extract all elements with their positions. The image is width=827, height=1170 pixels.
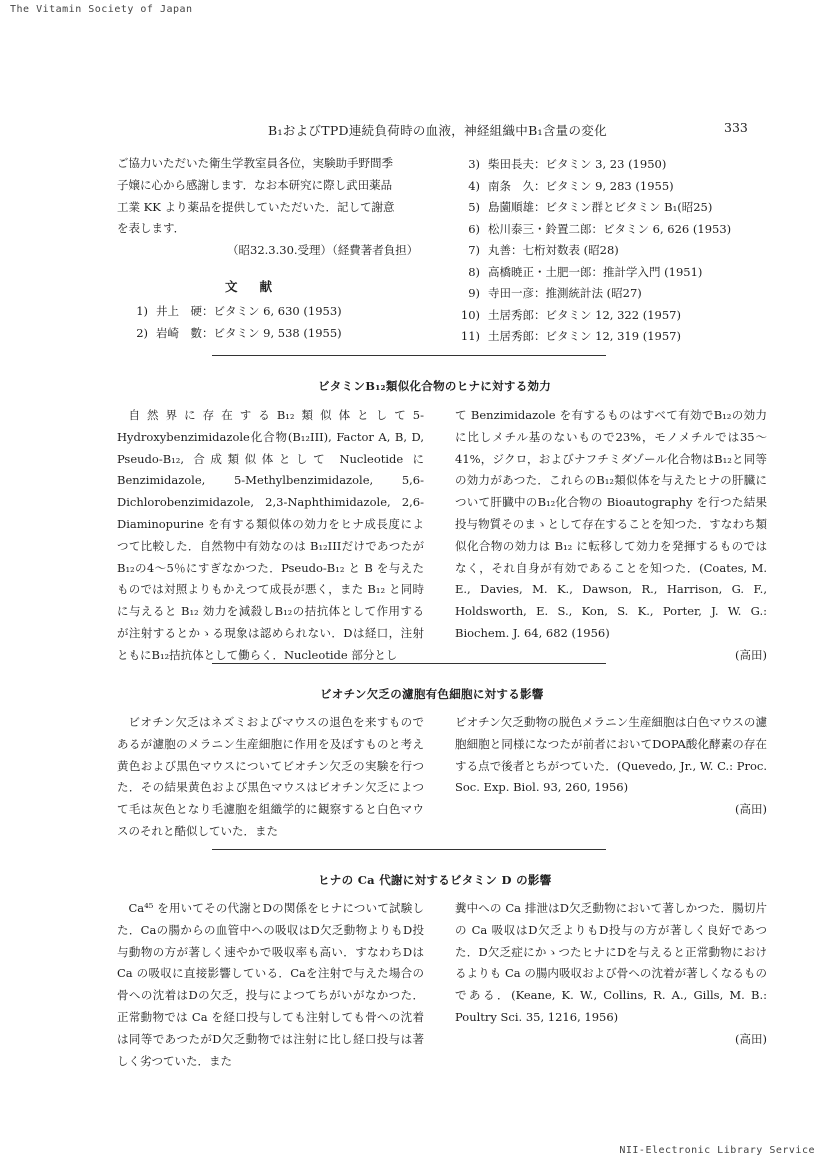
article-left-column [117,712,424,843]
ack-line: 子嬢に心から感謝します．なお本研究に際し武田薬品 [117,177,393,192]
section-title: ビオチン欠乏の濾胞有色細胞に対する影響 [320,687,544,701]
reference-item: 6) 松川泰三・鈴置二郎：ビタミン 6, 626 (1953) [468,221,732,236]
paragraph: 自然界に存在するB₁₂類似体として5-Hydroxybenzimidazole化合物(B₁₂III), Factor A, B, D, Pseudo-B₁₂, 合成類似体として Nucleotide に Benzimidazole, 5-Methylbenzimidazole, 5,6-Dichlorobenzimidazole, 2,3-Naphthimidazole, 2,6-Diaminopurine を有する類似体の効力をヒナ成長度によつて比較した．自然物中有効なのは B₁₂IIIだけであつたがB₁₂の4～5％にすぎなかつた．Pseudo-B₁₂ と B を与えたものでは対照よりもかえつて成長が悪く，また B₁₂ と同時に与えると B₁₂ 効力を減殺しB₁₂の拮抗体として作用するが注射するとかゝる現象は認められない．Dは経口，注射ともにB₁₂拮抗体として働らく．Nucleotide 部分とし [117,408,424,662]
author-signature: (高田) [735,647,767,662]
section-divider [212,355,606,356]
ack-line: ご協力いただいた衛生学教室員各位，実験助手野間季 [117,156,393,170]
paragraph: ビオチン欠乏はネズミおよびマウスの退色を来すものであるが濾胞のメラニン生産細胞に作用を及ぼすものと考え黄色および黒色マウスについてビオチン欠乏の実験を行つた．その結果黄色および黒色マウスはビオチン欠乏によつて毛は灰色となり毛濾胞を組織学的に観察すると白色マウスのそれと酷似していた．また [117,715,424,838]
section-divider [212,849,606,850]
ack-line: 工業 KK より薬品を提供していただいた．記して謝意 [117,199,395,214]
reference-item: 5) 島薗順雄：ビタミン群とビタミン B₁(昭25) [468,200,713,214]
article-right-column [455,712,767,821]
reference-item: 8) 高橋暁正・土肥一郎：推計学入門 (1951) [468,264,703,279]
received-note: （昭32.3.30.受理）（経費著者負担） [227,243,419,258]
reference-item: 4) 南条 久：ビタミン 9, 283 (1955) [468,178,674,193]
society-header: The Vitamin Society of Japan [10,4,193,15]
references-heading: 文献 [225,279,295,294]
page-number: 333 [724,120,748,135]
references-left [120,301,342,344]
reference-item: 2) 岩崎 數：ビタミン 9, 538 (1955) [136,325,342,340]
author-signature: (高田) [735,802,767,817]
article-left-column [117,405,424,667]
article-left-column [117,898,424,1072]
author-signature: (高田) [735,1031,767,1046]
acknowledgement [117,153,422,262]
paragraph: ビオチン欠乏動物の脱色メラニン生産細胞は白色マウスの濾胞細胞と同様になつたが前者においてDOPA酸化酵素の存在する点で後者とちがつていた．(Quevedo, Jr., W. C.: Proc. Soc. Exp. Biol. 93, 260, 1956) [455,715,767,795]
ack-line: を表します． [117,221,186,236]
references-right [452,154,731,348]
paragraph: Ca⁴⁵ を用いてその代謝とDの関係をヒナについて試験した．Caの腸からの血管中への吸収はD欠乏動物よりもD投与動物の方が著しく速やかで吸収率も高い．すなわちDは Ca の吸収に直接影響している．Caを注射で与えた場合の骨への沈着はDの欠乏，投与によつてちがいがなかつた．正常動物では Ca を経口投与しても注射しても骨への沈着は同等であつたがD欠乏動物では注射に比し経口投与は著しく劣つていた．また [117,901,424,1068]
running-title: B₁およびTPD連続負荷時の血液，神経組織中B₁含量の変化 [268,123,607,138]
paragraph: て Benzimidazole を有するものはすべて有効でB₁₂の効力に比しメチル基のないもので23%，モノメチルでは35～41%，ジクロ，およびナフチミダゾール化合物はB₁₂と同等の効力があつた．これらのB₁₂類似体を与えたヒナの肝臓について肝臓中のB₁₂化合物の Bioautography を行つた結果投与物質そのまゝとして存在することを知つた．すなわち類似化合物の効力は B₁₂ に転移して効力を発揮するものではなく，それ自身が有効であることを知つた．(Coates, M. E., Davies, M. K., Dawson, R., Harrison, G. F., Holdsworth, E. S., Kon, S. K., Porter, J. W. G.: Biochem. J. 64, 682 (1956) [455,408,767,640]
reference-item: 7) 丸善：七桁対数表 (昭28) [468,243,619,257]
paragraph: 糞中への Ca 排泄はD欠乏動物において著しかつた．腸切片の Ca 吸収はD欠乏よりもD投与の方が著しく良好であつた．D欠乏症にかゝつたヒナにDを与えると正常動物におけるよりも Ca の腸内吸収および骨への沈着が著しくなるものである．(Keane, K. W., Collins, R. A., Gills, M. B.: Poultry Sci. 35, 1216, 1956) [455,901,767,1024]
reference-item: 10) 土居秀郎：ビタミン 12, 322 (1957) [460,307,681,322]
article-right-column [455,898,767,1051]
reference-item: 1) 井上 硬：ビタミン 6, 630 (1953) [136,304,342,318]
section-title: ヒナの Ca 代謝に対するビタミン D の影響 [318,873,552,887]
service-footer: NII-Electronic Library Service [619,1145,815,1156]
section-title: ビタミンB₁₂類似化合物のヒナに対する効力 [318,379,552,393]
reference-item: 9) 寺田一彦：推測統計法 (昭27) [468,286,642,300]
reference-item: 11) 土居秀郎：ビタミン 12, 319 (1957) [460,329,681,343]
section-divider [212,663,606,664]
article-right-column [455,405,767,667]
reference-item: 3) 柴田長夫：ビタミン 3, 23 (1950) [468,157,667,171]
